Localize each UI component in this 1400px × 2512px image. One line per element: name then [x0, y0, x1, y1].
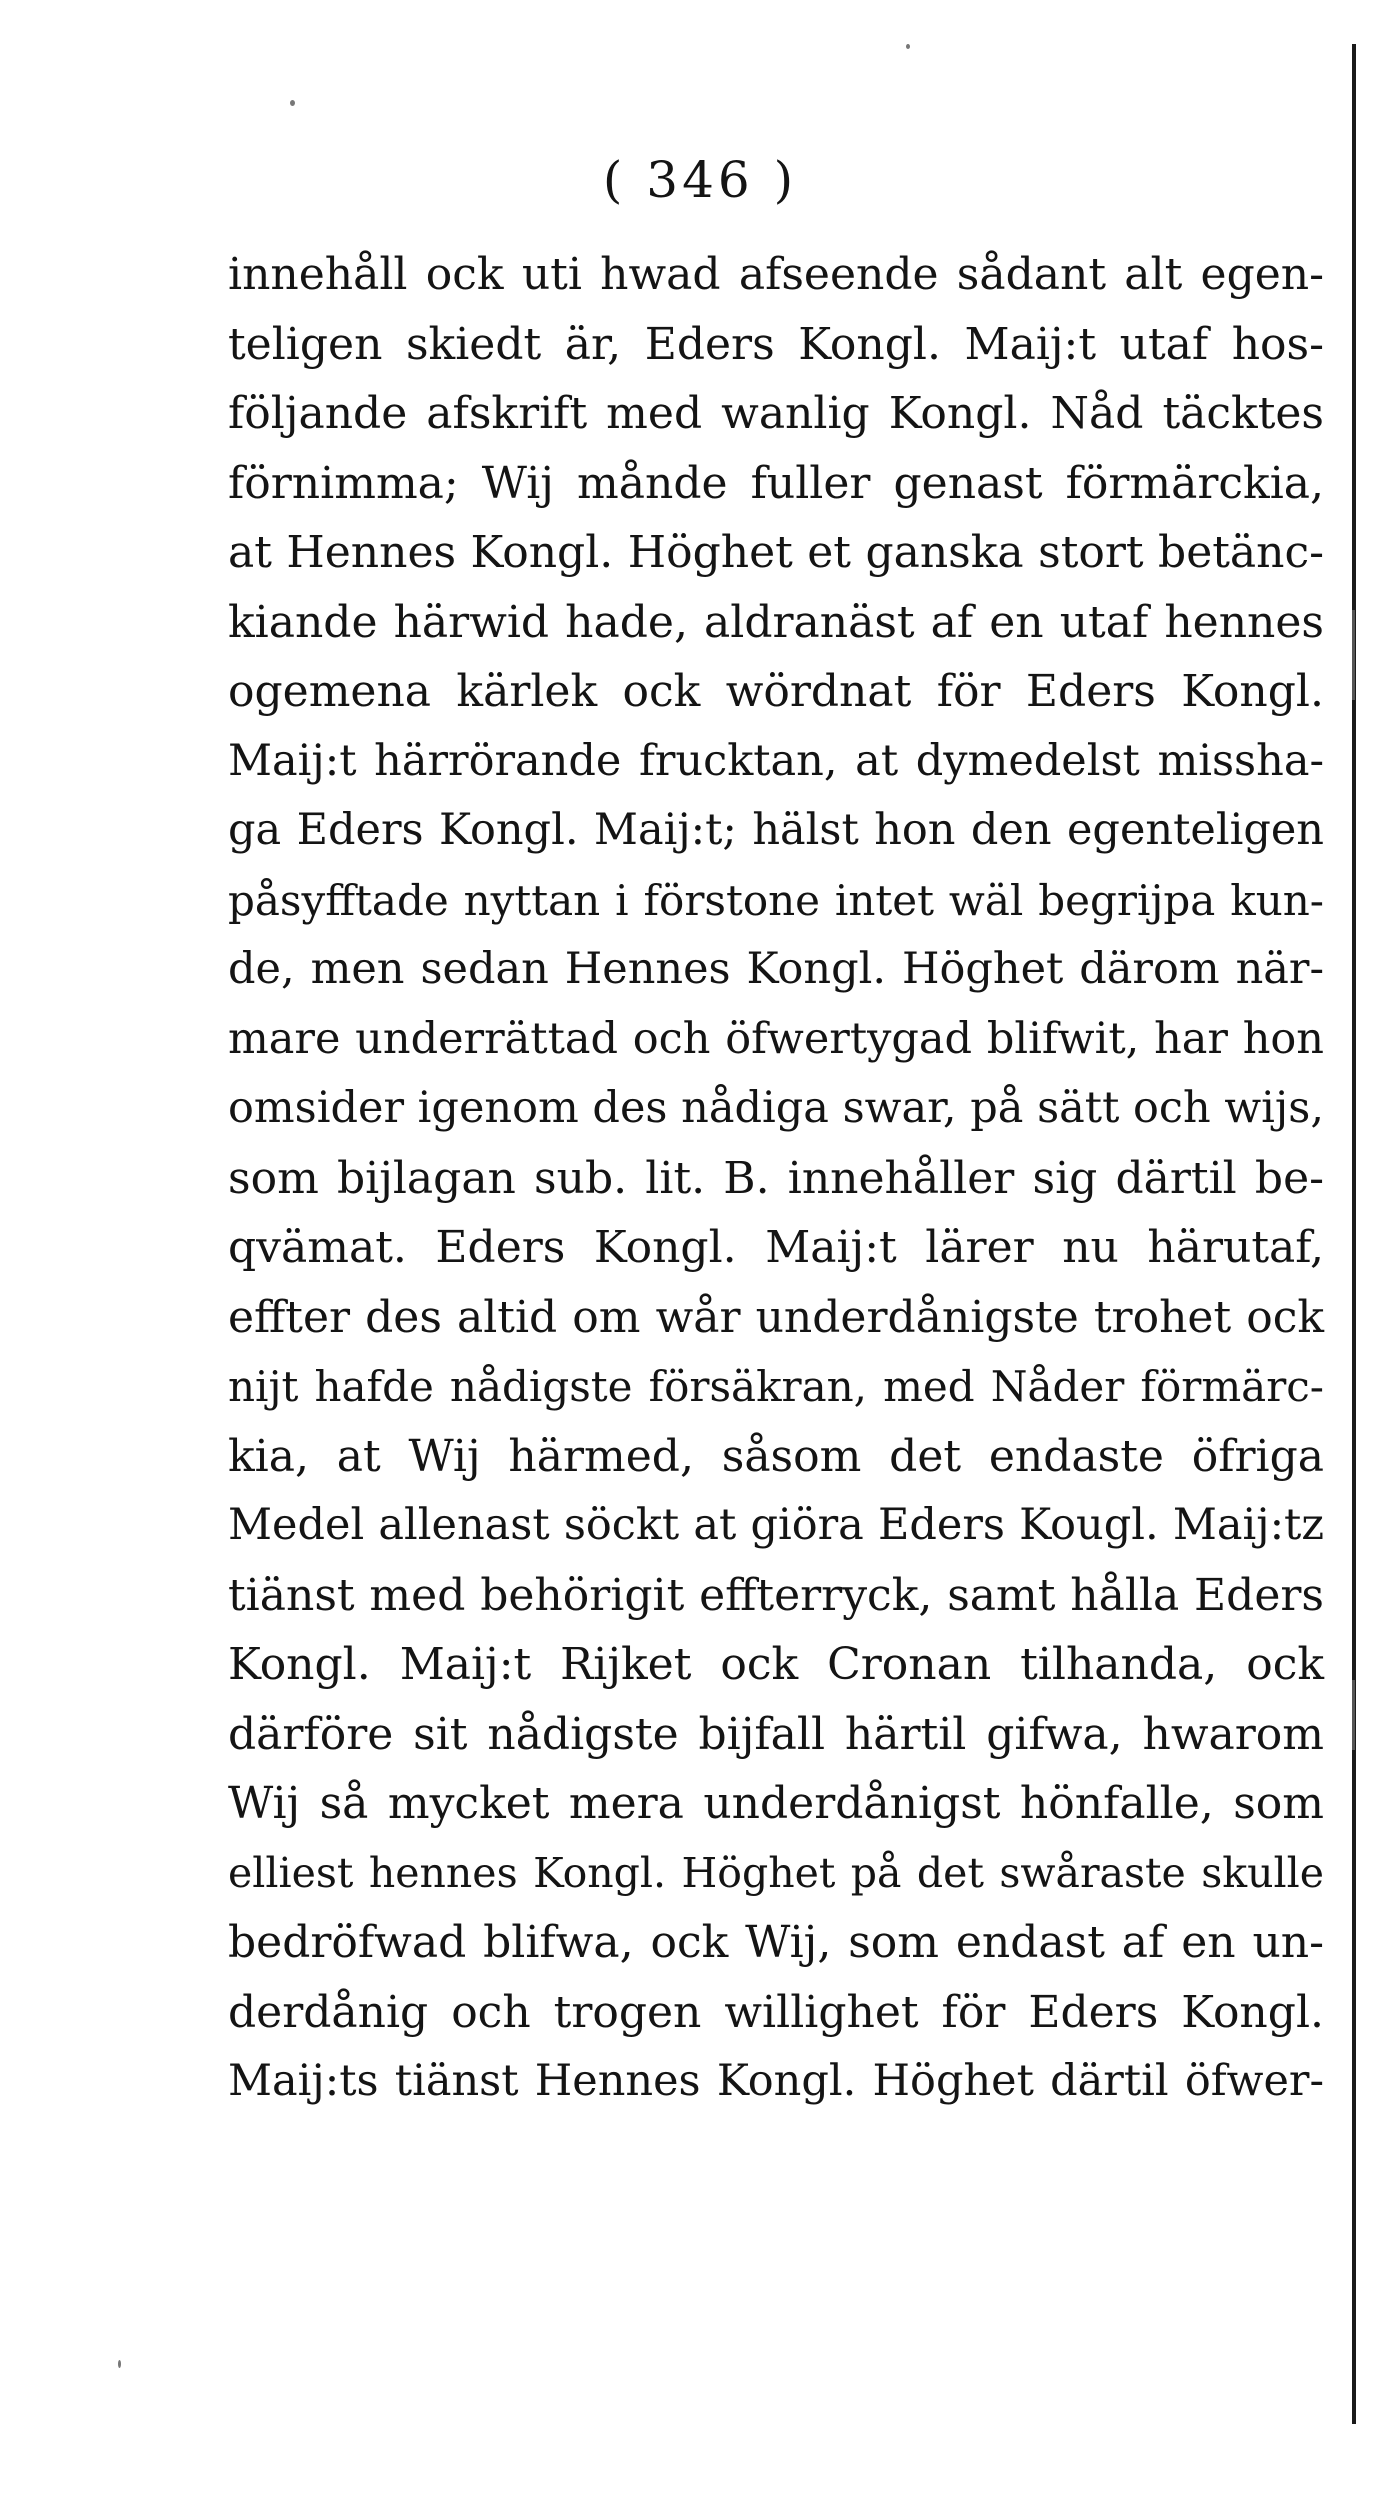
body-text: [228, 240, 1324, 2117]
page-edge-mark: [1352, 610, 1355, 700]
page-edge-rule: [1352, 44, 1356, 2424]
text-line: nijt hafde nådigste försäkran, med Nåder förmärc-: [228, 1362, 1324, 1411]
text-line: bedröfwad blifwa, ock Wij, som endast af en un-: [228, 1917, 1324, 1968]
text-line: följande afskrift med wanlig Kongl. Nåd täcktes: [228, 388, 1324, 439]
paper-speck: [906, 44, 910, 49]
text-line: qvämat. Eders Kongl. Maij:t lärer nu härutaf,: [228, 1222, 1324, 1273]
paper-speck: [118, 2360, 121, 2368]
text-line: effter des altid om wår underdånigste trohet ock: [228, 1291, 1324, 1343]
text-line: kiande härwid hade, aldranäst af en utaf hennes: [228, 596, 1324, 648]
text-line: ga Eders Kongl. Maij:t; hälst hon den egenteligen: [228, 805, 1324, 855]
text-line: påsyfftade nyttan i förstone intet wäl begrijpa kun-: [228, 875, 1324, 925]
text-line: Maij:ts tiänst Hennes Kongl. Höghet därtil öfwer-: [228, 2056, 1324, 2106]
text-line: som bijlagan sub. lit. B. innehåller sig därtil be-: [228, 1152, 1324, 1204]
text-line: teligen skiedt är, Eders Kongl. Maij:t utaf hos-: [228, 318, 1324, 370]
text-line: derdånig och trogen willighet för Eders Kongl.: [228, 1986, 1324, 2038]
text-line: at Hennes Kongl. Höghet et ganska stort betänc-: [228, 527, 1324, 578]
text-line: omsider igenom des nådiga swar, på sätt och wijs,: [228, 1083, 1324, 1133]
text-line: Maij:t härrörande frucktan, at dymedelst missha-: [228, 735, 1324, 786]
text-line: de, men sedan Hennes Kongl. Höghet därom när-: [228, 944, 1324, 994]
text-line: Kongl. Maij:t Rijket ock Cronan tilhanda, ock: [228, 1639, 1324, 1690]
text-line: därföre sit nådigste bijfall härtil gifwa, hwarom: [228, 1708, 1324, 1760]
text-line: elliest hennes Kongl. Höghet på det swåraste skulle: [228, 1848, 1324, 1897]
text-line: innehåll ock uti hwad afseende sådant alt egen-: [228, 249, 1324, 300]
text-line: förnimma; Wij månde fuller genast förmärckia,: [228, 457, 1324, 509]
text-line: tiänst med behörigit effterryck, samt hålla Eders: [228, 1569, 1324, 1621]
text-line: kia, at Wij härmed, såsom det endaste öfriga: [228, 1430, 1324, 1482]
text-line: ogemena kärlek ock wördnat för Eders Kongl.: [228, 666, 1324, 717]
text-line: mare underrättad och öfwertygad blifwit, har hon: [228, 1013, 1324, 1064]
text-line: Wij så mycket mera underdånigst hönfalle, som: [228, 1778, 1324, 1829]
paper-speck: [290, 100, 295, 106]
page-edge-mark: [1352, 1680, 1355, 1750]
text-line: Medel allenast söckt at giöra Eders Kougl. Maij:tz: [228, 1500, 1324, 1550]
page-number: ( 346 ): [602, 151, 798, 209]
